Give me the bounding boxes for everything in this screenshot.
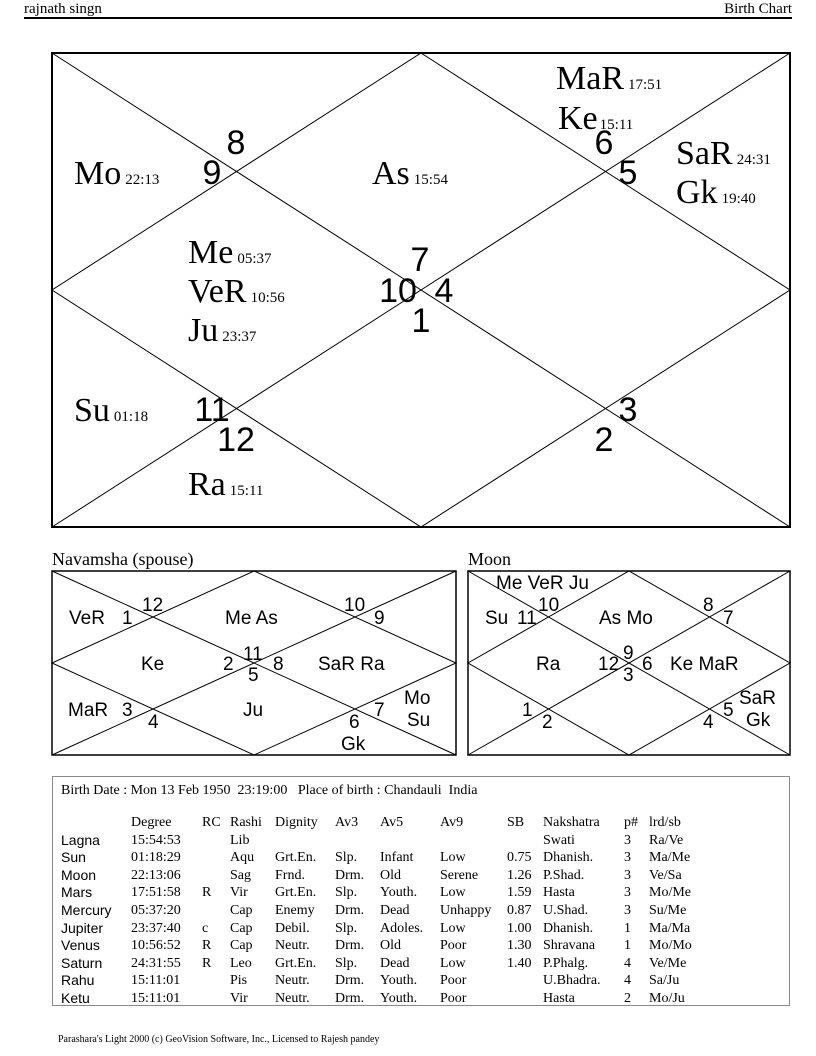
cell-av3: Slp. — [335, 885, 358, 901]
col-lord: lrd/sb — [649, 815, 681, 830]
col-pada: p# — [624, 815, 638, 830]
col-av5: Av5 — [380, 815, 404, 830]
col-sb: SB — [507, 815, 525, 830]
navamsha-house-1: 1 — [122, 608, 133, 629]
cell-rc — [202, 849, 230, 867]
cell-av5: Youth. — [380, 990, 418, 1006]
cell-sb: 1.40 — [507, 955, 532, 971]
table-row — [61, 902, 709, 920]
cell-degree: 15:54:53 — [131, 832, 181, 848]
moon-house-1: 1 — [522, 700, 533, 721]
cell-rashi: Cap — [230, 920, 253, 936]
cell-degree: 10:56:52 — [131, 938, 181, 954]
cell-av9: Poor — [440, 973, 467, 989]
cell-av3: Slp. — [335, 955, 358, 971]
cell-av5: Old — [380, 938, 401, 954]
table-row — [61, 955, 709, 973]
moon-house-10: 10 — [538, 595, 560, 616]
moon-planet-gulika: Gk — [746, 710, 771, 731]
cell-dignity: Grt.En. — [275, 955, 317, 971]
cell-av3: Drm. — [335, 973, 365, 989]
moon-planet-asc-moon: As Mo — [599, 608, 653, 629]
planet-details-panel — [52, 776, 790, 1006]
rasi-ascendant: As 15:54 — [372, 155, 448, 192]
table-row — [61, 972, 709, 990]
cell-degree: 05:37:20 — [131, 902, 181, 918]
moon-chart-title: Moon — [468, 549, 512, 569]
cell-pada: 2 — [624, 990, 631, 1006]
cell-lord: Mo/Ju — [649, 990, 685, 1006]
col-dignity: Dignity — [275, 815, 318, 830]
cell-pada: 3 — [624, 902, 631, 918]
cell-nakshatra: P.Phalg. — [543, 955, 589, 971]
rasi-house-3: 3 — [618, 391, 638, 429]
cell-planet: Moon — [61, 866, 97, 883]
cell-nakshatra: U.Shad. — [543, 902, 589, 918]
moon-planet-rahu: Ra — [536, 654, 561, 675]
navamsha-planet-venus: VeR — [69, 608, 105, 629]
rasi-house-10: 10 — [379, 272, 417, 310]
cell-lord: Ve/Me — [649, 955, 687, 971]
cell-av3 — [335, 832, 380, 850]
moon-house-6: 6 — [642, 654, 653, 675]
navamsha-house-11: 11 — [243, 644, 263, 665]
cell-dignity: Neutr. — [275, 973, 310, 989]
cell-nakshatra: Hasta — [543, 885, 575, 901]
footer-credit: Parashara's Light 2000 (c) GeoVision Software, Inc., Licensed to Rajesh pandey — [58, 1034, 380, 1045]
cell-rashi: Aqu — [230, 850, 255, 866]
moon-planet-ketu-mars: Ke MaR — [670, 654, 739, 675]
col-av3: Av3 — [335, 815, 359, 830]
cell-dignity: Debil. — [275, 920, 310, 936]
cell-rc: R — [202, 955, 212, 971]
cell-planet: Lagna — [61, 831, 100, 848]
cell-sb: 0.87 — [507, 902, 532, 918]
cell-dignity: Grt.En. — [275, 850, 317, 866]
cell-rc — [202, 832, 230, 850]
rasi-house-12: 12 — [217, 421, 255, 459]
cell-degree: 22:13:06 — [131, 867, 181, 883]
navamsha-planet-ketu: Ke — [141, 654, 165, 675]
moon-planet-sun: Su — [485, 608, 509, 629]
navamsha-labels — [68, 595, 430, 755]
cell-lord: Ra/Ve — [649, 832, 684, 848]
cell-rc — [202, 990, 230, 1008]
cell-planet: Saturn — [61, 954, 103, 971]
cell-av5: Adoles. — [380, 920, 424, 936]
col-rashi: Rashi — [230, 815, 262, 830]
cell-rashi: Vir — [230, 990, 248, 1006]
cell-lord: Mo/Mo — [649, 938, 692, 954]
cell-lord: Sa/Ju — [649, 973, 680, 989]
cell-pada: 3 — [624, 867, 631, 883]
cell-av5: Old — [380, 867, 401, 883]
cell-sb — [507, 832, 543, 850]
native-name: rajnath singn — [24, 1, 102, 17]
cell-rashi: Cap — [230, 902, 253, 918]
chart-title: Birth Chart — [724, 1, 792, 17]
cell-av3: Drm. — [335, 938, 365, 954]
moon-house-5: 5 — [723, 700, 734, 721]
cell-dignity: Neutr. — [275, 938, 310, 954]
navamsha-planet-sun: Su — [407, 710, 431, 731]
rasi-chart — [52, 53, 790, 527]
cell-dignity: Neutr. — [275, 990, 310, 1006]
moon-house-4: 4 — [703, 712, 714, 733]
cell-planet: Jupiter — [61, 919, 104, 936]
cell-pada: 4 — [624, 973, 631, 989]
col-degree: Degree — [131, 815, 172, 830]
cell-rc: R — [202, 938, 212, 954]
cell-planet: Sun — [61, 849, 86, 866]
cell-av3: Drm. — [335, 867, 365, 883]
cell-av9: Serene — [440, 867, 479, 883]
cell-av9: Unhappy — [440, 902, 492, 918]
cell-sb: 1.00 — [507, 920, 532, 936]
cell-dignity — [275, 832, 335, 850]
cell-pada: 3 — [624, 832, 631, 848]
rasi-planet-mercury: Me 05:37 — [188, 234, 272, 271]
cell-av5: Dead — [380, 955, 410, 971]
cell-pada: 1 — [624, 938, 631, 954]
navamsha-title: Navamsha (spouse) — [52, 549, 194, 569]
cell-rashi: Pis — [230, 973, 248, 989]
col-planet — [61, 814, 131, 832]
navamsha-house-12: 12 — [142, 595, 164, 616]
rasi-house-8: 8 — [226, 124, 246, 162]
cell-rc — [202, 902, 230, 920]
table-row — [61, 920, 709, 938]
table-row — [61, 867, 709, 885]
rasi-house-7: 7 — [410, 241, 430, 279]
cell-rc — [202, 972, 230, 990]
moon-planet-mercury-venus-jupiter: Me VeR Ju — [496, 573, 589, 594]
cell-nakshatra: Swati — [543, 832, 575, 848]
cell-nakshatra: Shravana — [543, 938, 596, 954]
cell-av3: Slp. — [335, 850, 358, 866]
cell-av3: Drm. — [335, 990, 365, 1006]
rasi-planet-jupiter: Ju 23:37 — [188, 312, 257, 349]
table-row — [61, 937, 709, 955]
cell-degree: 01:18:29 — [131, 850, 181, 866]
cell-av9: Low — [440, 955, 466, 971]
cell-sb: 1.30 — [507, 938, 532, 954]
moon-house-2: 2 — [542, 712, 553, 733]
cell-degree: 15:11:01 — [131, 990, 181, 1006]
cell-pada: 1 — [624, 920, 631, 936]
rasi-planet-mars: MaR 17:51 — [556, 60, 663, 97]
cell-dignity: Enemy — [275, 902, 315, 918]
cell-rc — [202, 867, 230, 885]
navamsha-house-5: 5 — [248, 665, 259, 686]
cell-rashi: Cap — [230, 938, 253, 954]
cell-nakshatra: P.Shad. — [543, 867, 585, 883]
rasi-house-11: 11 — [194, 391, 230, 429]
navamsha-planet-mars: MaR — [68, 700, 109, 721]
table-row — [61, 849, 709, 867]
navamsha-planet-saturn-rahu: SaR Ra — [318, 654, 385, 675]
rasi-house-1: 1 — [411, 302, 431, 340]
cell-rc: c — [202, 920, 209, 936]
cell-av5: Youth. — [380, 885, 418, 901]
navamsha-planet-gulika: Gk — [341, 734, 366, 755]
cell-av3: Drm. — [335, 902, 365, 918]
cell-pada: 3 — [624, 850, 631, 866]
cell-nakshatra: U.Bhadra. — [543, 973, 601, 989]
navamsha-house-10: 10 — [344, 595, 366, 616]
rasi-house-5: 5 — [618, 154, 638, 192]
cell-av5: Infant — [380, 850, 414, 866]
cell-lord: Su/Me — [649, 902, 687, 918]
rasi-planet-ketu: Ke 15:11 — [558, 100, 634, 137]
cell-dignity: Frnd. — [275, 867, 305, 883]
cell-planet: Mercury — [61, 901, 112, 918]
rasi-house-4: 4 — [434, 272, 454, 310]
planet-table-head — [61, 814, 709, 832]
table-row — [61, 832, 709, 850]
cell-sb: 1.26 — [507, 867, 532, 883]
moon-house-9: 9 — [623, 643, 634, 664]
moon-house-11: 11 — [517, 608, 537, 629]
rasi-house-2: 2 — [594, 421, 614, 459]
cell-degree: 15:11:01 — [131, 973, 181, 989]
moon-planet-saturn: SaR — [739, 688, 776, 709]
cell-av9: Low — [440, 850, 466, 866]
rasi-planet-sun: Su 01:18 — [74, 392, 149, 429]
cell-av9: Poor — [440, 938, 467, 954]
cell-av5: Youth. — [380, 973, 418, 989]
cell-planet: Ketu — [61, 989, 90, 1006]
table-header-row — [61, 814, 709, 832]
cell-rashi: Lib — [230, 832, 250, 848]
table-row — [61, 990, 709, 1008]
navamsha-house-9: 9 — [374, 608, 385, 629]
navamsha-house-8: 8 — [273, 654, 284, 675]
col-rc: RC — [202, 815, 221, 830]
cell-sb: 1.59 — [507, 885, 532, 901]
cell-planet: Venus — [61, 937, 100, 954]
cell-av9: Low — [440, 885, 466, 901]
rasi-planet-moon: Mo 22:13 — [74, 155, 160, 192]
navamsha-house-2: 2 — [223, 654, 234, 675]
moon-house-3: 3 — [623, 665, 634, 686]
cell-lord: Ma/Ma — [649, 920, 691, 936]
rasi-planet-gulika: Gk 19:40 — [676, 174, 756, 211]
cell-lord: Ve/Sa — [649, 867, 682, 883]
cell-av9: Poor — [440, 990, 467, 1006]
cell-dignity: Grt.En. — [275, 885, 317, 901]
cell-planet: Rahu — [61, 972, 95, 989]
cell-nakshatra: Hasta — [543, 990, 575, 1006]
cell-pada: 4 — [624, 955, 631, 971]
cell-av5: Dead — [380, 902, 410, 918]
cell-lord: Ma/Me — [649, 850, 691, 866]
cell-nakshatra: Dhanish. — [543, 850, 594, 866]
navamsha-planet-moon: Mo — [404, 688, 431, 709]
moon-house-7: 7 — [723, 608, 734, 629]
cell-av9: Low — [440, 920, 466, 936]
cell-degree: 24:31:55 — [131, 955, 181, 971]
cell-degree: 23:37:40 — [131, 920, 181, 936]
cell-rc: R — [202, 885, 212, 901]
navamsha-planet-jupiter: Ju — [243, 700, 264, 721]
cell-degree: 17:51:58 — [131, 885, 181, 901]
cell-sb: 0.75 — [507, 850, 532, 866]
cell-rashi: Leo — [230, 955, 252, 971]
cell-av5 — [380, 832, 440, 850]
cell-av3: Slp. — [335, 920, 358, 936]
table-row — [61, 884, 709, 902]
navamsha-house-7: 7 — [374, 700, 385, 721]
cell-rashi: Sag — [230, 867, 251, 883]
cell-av9 — [440, 832, 507, 850]
moon-chart-labels — [485, 573, 776, 733]
planet-table-body — [61, 832, 709, 1008]
cell-nakshatra: Dhanish. — [543, 920, 594, 936]
rasi-house-9: 9 — [202, 154, 222, 192]
col-av9: Av9 — [440, 815, 464, 830]
navamsha-planet-mercury-asc: Me As — [225, 608, 278, 629]
cell-planet: Mars — [61, 884, 93, 901]
cell-pada: 3 — [624, 885, 631, 901]
rasi-planet-rahu: Ra 15:11 — [188, 466, 264, 503]
moon-house-8: 8 — [703, 595, 714, 616]
cell-sb — [507, 972, 543, 990]
rasi-planet-saturn: SaR 24:31 — [676, 135, 771, 172]
birth-details: Birth Date : Mon 13 Feb 1950 23:19:00 Place of birth : Chandauli India — [61, 783, 478, 798]
navamsha-house-6: 6 — [349, 712, 360, 733]
rasi-planet-venus: VeR 10:56 — [188, 273, 285, 310]
planet-table — [61, 814, 709, 1008]
cell-lord: Mo/Me — [649, 885, 691, 901]
navamsha-house-3: 3 — [122, 700, 133, 721]
rasi-planets — [74, 60, 771, 503]
col-nakshatra: Nakshatra — [543, 815, 600, 830]
rasi-house-6: 6 — [594, 124, 614, 162]
moon-house-12: 12 — [598, 654, 620, 675]
navamsha-house-4: 4 — [148, 712, 159, 733]
cell-rashi: Vir — [230, 885, 248, 901]
cell-sb — [507, 990, 543, 1008]
